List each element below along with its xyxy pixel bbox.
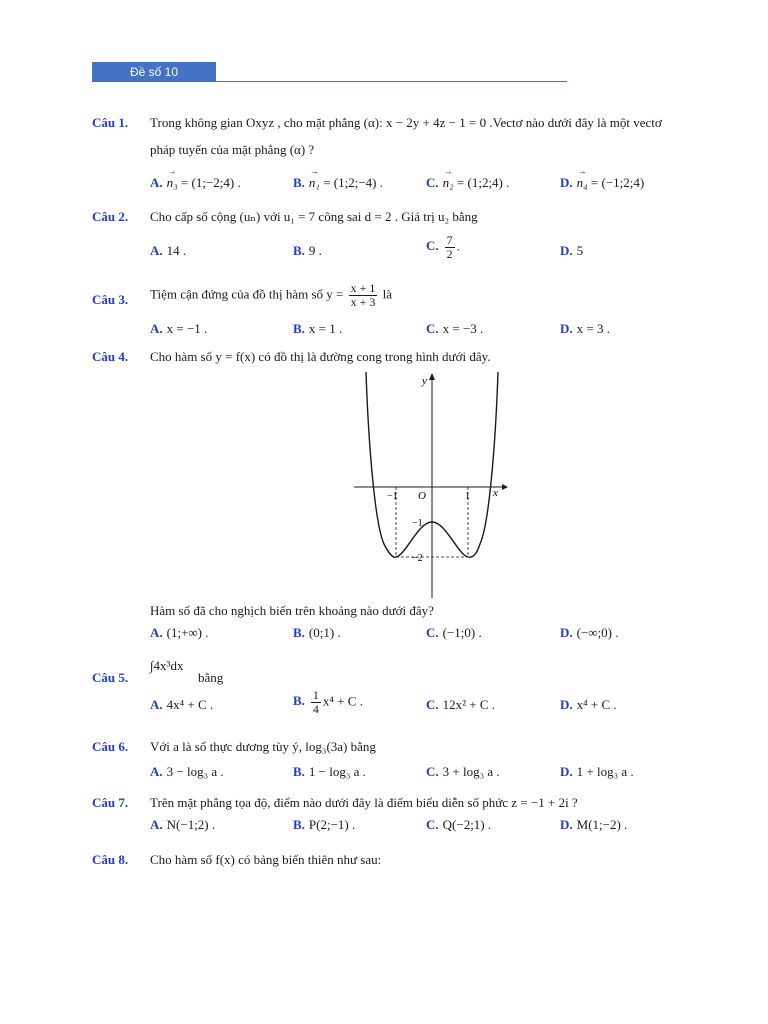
question-4-option-d <box>560 625 619 641</box>
question-2-number: Câu 2. <box>92 209 129 224</box>
option-label: B. <box>293 693 305 709</box>
question-3-option-a <box>150 321 207 337</box>
question-6-option-d <box>560 764 634 780</box>
option-label: D. <box>560 625 573 640</box>
question-7-option-a <box>150 817 215 833</box>
option-label: C. <box>426 175 439 190</box>
fraction: $\frac{1}{4}$ <box>312 688 319 716</box>
vector-n3: → n₃ <box>167 175 178 191</box>
question-3-option-d <box>560 321 610 337</box>
option-label: C. <box>426 697 439 712</box>
question-3-number: Câu 3. <box>92 292 129 307</box>
option-value: x = 3 . <box>576 321 610 336</box>
header-underline <box>216 81 567 82</box>
option-label: D. <box>560 697 573 712</box>
option-label: B. <box>293 243 305 258</box>
option-value: 1 − log₃ a . <box>308 764 366 779</box>
option-label: A. <box>150 321 163 336</box>
option-label: B. <box>293 625 305 640</box>
option-value: = (1;2;4) . <box>456 175 510 190</box>
option-label: B. <box>293 764 305 779</box>
option-value: 3 + log₃ a . <box>442 764 500 779</box>
function-graph <box>352 372 508 600</box>
option-value: x⁴ + C . <box>576 697 617 712</box>
question-7-option-b <box>293 817 355 833</box>
question-8-text: Cho hàm số f(x) có bảng biến thiên như sau: <box>150 852 382 867</box>
option-label: A. <box>150 697 163 712</box>
option-value: 1 + log₃ a . <box>576 764 634 779</box>
option-value: (1;+∞) . <box>166 625 209 640</box>
option-value: = (−1;2;4) <box>590 175 645 190</box>
question-1-text-line2: pháp tuyến của mặt phẳng (α) ? <box>150 142 315 157</box>
question-5-option-d <box>560 697 617 713</box>
option-value: (−1;0) . <box>442 625 482 640</box>
option-label: A. <box>150 625 163 640</box>
option-tail: . <box>456 238 460 254</box>
option-label: D. <box>560 817 573 832</box>
question-4-text: Cho hàm số y = f(x) có đồ thị là đường cong trong hình dưới đây. <box>150 349 491 364</box>
question-1-option-c <box>426 175 509 191</box>
option-label: C. <box>426 238 439 254</box>
question-1-option-d <box>560 175 644 191</box>
tick-label-x-1: 1 <box>465 491 470 502</box>
vector-n2: → n₂ <box>443 175 454 191</box>
question-2-option-b <box>293 243 322 259</box>
function-fraction: $\frac{x + 1}{x + 3}$ <box>350 281 376 309</box>
option-value: = (1;2;−4) . <box>323 175 383 190</box>
question-4-option-c <box>426 625 482 641</box>
origin-label: O <box>418 490 426 502</box>
question-1-text-line1: Trong không gian Oxyz , cho mặt phẳng (α): x − 2y + 4z − 1 = 0 .Vectơ nào dưới đây là một vectơ <box>150 115 662 130</box>
option-label: C. <box>426 817 439 832</box>
question-5-option-a <box>150 697 213 713</box>
question-3-text <box>150 282 392 309</box>
vector-n1: → n₁ <box>309 175 320 191</box>
question-text-pre: Tiệm cận đứng của đồ thị hàm số y = <box>150 286 344 302</box>
exam-title-tab: Đề số 10 <box>92 62 216 82</box>
question-6-option-b <box>293 764 366 780</box>
option-value: 14 . <box>166 243 187 258</box>
option-value: x⁴ + C . <box>322 693 363 709</box>
option-value: = (1;−2;4) . <box>180 175 241 190</box>
option-label: A. <box>150 175 163 190</box>
tick-label-y-minus2: −2 <box>412 553 423 564</box>
option-label: B. <box>293 175 305 190</box>
option-label: B. <box>293 817 305 832</box>
option-value: (0;1) . <box>308 625 341 640</box>
option-value: x = 1 . <box>308 321 343 336</box>
question-7-option-c <box>426 817 491 833</box>
option-value: 5 <box>576 243 584 258</box>
tick-label-x-minus1: −1 <box>387 491 398 502</box>
option-label: D. <box>560 321 573 336</box>
option-value: M(1;−2) . <box>576 817 628 832</box>
vector-n4: → n₄ <box>577 175 588 191</box>
question-5-text: bằng <box>198 670 224 685</box>
question-6-text: Với a là số thực dương tùy ý, log₃(3a) bằng <box>150 739 376 754</box>
option-label: D. <box>560 243 573 258</box>
question-5-option-c <box>426 697 495 713</box>
question-7-option-d <box>560 817 627 833</box>
question-2-option-a <box>150 243 186 259</box>
option-value: 9 . <box>308 243 322 258</box>
option-value: 3 − log₃ a . <box>166 764 224 779</box>
option-value: x = −1 . <box>166 321 208 336</box>
option-value: 12x² + C . <box>442 697 496 712</box>
option-label: A. <box>150 764 163 779</box>
fraction: $\frac{7}{2}$ <box>446 233 453 261</box>
x-axis-label: x <box>493 487 498 499</box>
question-8-number: Câu 8. <box>92 852 129 867</box>
question-2-option-c <box>426 234 460 261</box>
question-text-post: là <box>382 286 393 302</box>
question-7-number: Câu 7. <box>92 795 129 810</box>
tick-label-y-minus1: −1 <box>412 518 423 529</box>
question-5-number: Câu 5. <box>92 670 129 685</box>
option-value: Q(−2;1) . <box>442 817 492 832</box>
question-1-option-b <box>293 175 383 191</box>
question-2-text: Cho cấp số cộng (uₙ) với u₁ = 7 công sai d = 2 . Giá trị u₂ bằng <box>150 209 478 224</box>
option-label: B. <box>293 321 305 336</box>
x-axis-arrow <box>502 484 508 490</box>
question-3-option-c <box>426 321 483 337</box>
option-label: C. <box>426 625 439 640</box>
option-label: D. <box>560 175 573 190</box>
question-1-number: Câu 1. <box>92 115 129 130</box>
question-2-option-d <box>560 243 583 259</box>
y-axis-arrow <box>429 373 435 380</box>
option-label: A. <box>150 243 163 258</box>
option-value: P(2;−1) . <box>308 817 356 832</box>
question-4-number: Câu 4. <box>92 349 129 364</box>
question-1-option-a <box>150 175 241 191</box>
option-value: x = −3 . <box>442 321 484 336</box>
option-value: 4x⁴ + C . <box>166 697 214 712</box>
y-axis-label: y <box>422 375 427 387</box>
question-6-option-a <box>150 764 224 780</box>
question-4-option-b <box>293 625 341 641</box>
option-value: (−∞;0) . <box>576 625 619 640</box>
question-6-option-c <box>426 764 500 780</box>
question-3-option-b <box>293 321 342 337</box>
question-4-subquestion: Hàm số đã cho nghịch biến trên khoảng nào dưới đây? <box>150 603 434 618</box>
question-6-number: Câu 6. <box>92 739 129 754</box>
question-5-integral: ∫4x³dx <box>150 658 184 673</box>
question-5-option-b <box>293 689 363 716</box>
question-7-text: Trên mặt phẳng tọa độ, điểm nào dưới đây là điểm biểu diễn số phức z = −1 + 2i ? <box>150 795 578 810</box>
option-label: C. <box>426 764 439 779</box>
option-value: N(−1;2) . <box>166 817 216 832</box>
question-4-option-a <box>150 625 209 641</box>
option-label: A. <box>150 817 163 832</box>
option-label: D. <box>560 764 573 779</box>
option-label: C. <box>426 321 439 336</box>
